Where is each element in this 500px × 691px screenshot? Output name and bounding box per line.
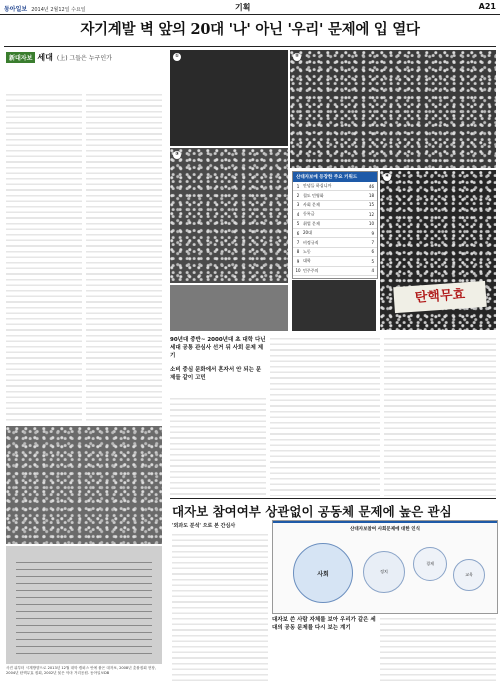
keyword-table: [292, 171, 378, 279]
keyword-rank: 3: [296, 202, 300, 208]
keyword-term: 비정규직: [303, 239, 319, 245]
keyword-term: 안녕들 하십니까: [303, 183, 332, 189]
bubble-label: 경제: [426, 561, 434, 566]
article-column-2: [86, 92, 162, 422]
photo-crowd-2: [290, 50, 496, 168]
keyword-term: 노동: [303, 248, 311, 254]
keyword-term: 철도 민영화: [303, 192, 324, 198]
chart-bubble-economy: [413, 547, 447, 581]
keyword-count: 18: [368, 193, 374, 199]
keyword-row: [293, 210, 377, 219]
divider-2: [170, 498, 496, 499]
photo-small-6: [292, 280, 376, 331]
keyword-row: [293, 182, 377, 191]
photo-rally-1: [170, 50, 288, 146]
chart-bubble-education: [453, 559, 485, 591]
keyword-row: [293, 229, 377, 238]
photo-number-icon: ①: [173, 53, 181, 61]
section2-lead: 대자보 쓴 사람 자체를 보아 우리가 같은 세대의 공동 문제를 다시 보는 계기: [272, 617, 376, 631]
date-text: 2014년 2월12일 수요일: [31, 7, 86, 13]
keyword-term: 대학: [303, 258, 311, 264]
divider: [4, 46, 496, 47]
keyword-row: [293, 248, 377, 257]
series-subtitle: (上) 그들은 누구인가: [56, 55, 112, 62]
series-title: 세대: [37, 53, 53, 62]
keyword-rank: 7: [296, 240, 300, 246]
photo-crowd-5: [170, 285, 288, 331]
keyword-rank: 10: [295, 268, 301, 274]
poster-text-lines: [16, 556, 152, 654]
keyword-term: 사회 문제: [303, 201, 320, 207]
article-column-5: [384, 336, 496, 496]
chart-bubble-politics: [363, 551, 405, 593]
keyword-term: 민주주의: [303, 267, 319, 273]
paper-name: 동아일보: [4, 6, 28, 13]
page-headline: 자기계발 벽 앞의 20대 '나' 아닌 '우리' 문제에 입 열다: [80, 21, 420, 38]
keyword-count: 4: [371, 268, 374, 274]
article-column-3: [170, 396, 266, 496]
photo-number-icon: ③: [173, 151, 181, 159]
keyword-row: [293, 201, 377, 210]
keyword-count: 10: [368, 221, 374, 227]
mid-lead-2: 소비 중심 문화에서 혼자서 안 되는 문제들 같이 고민: [170, 367, 262, 381]
article-column-4: [270, 336, 380, 496]
keyword-rank: 8: [296, 249, 300, 255]
keyword-count: 9: [371, 230, 374, 236]
protest-sign: 탄핵무효: [393, 281, 487, 313]
keyword-count: 12: [368, 211, 374, 217]
keyword-rank: 9: [296, 258, 300, 264]
photo-number-icon: ②: [293, 53, 301, 61]
keyword-row: [293, 257, 377, 266]
chart-bubble-society: [293, 543, 353, 603]
keyword-count: 46: [368, 183, 374, 189]
article-column-1: [6, 92, 82, 422]
section2-headline: 대자보 참여여부 상관없이 공동체 문제에 높은 관심: [172, 504, 452, 519]
mid-lead-1: 90년대 중반~ 2000년대 초 대학 다닌 세대 공통 관심사 선거 뒤 사회 문제 제기: [170, 337, 266, 359]
perception-chart: [272, 520, 498, 614]
keyword-rank: 6: [296, 230, 300, 236]
photo-number-icon: ④: [383, 173, 391, 181]
keyword-count: 6: [371, 249, 374, 255]
keyword-term: 20대: [303, 230, 312, 236]
bubble-label: 교육: [465, 572, 473, 577]
photo-handwritten-poster: [6, 546, 162, 664]
keyword-rank: 2: [296, 193, 300, 199]
keyword-table-title: 산대자보에 등장한 주요 키워드: [293, 172, 377, 182]
series-label: [6, 52, 166, 64]
chart-bar: [273, 521, 497, 523]
series-tag: 新대자보: [6, 52, 35, 63]
keyword-row: [293, 238, 377, 247]
keyword-term: 취업 문제: [303, 220, 320, 226]
section2-kicker: '외과도 분석' 으로 본 간심사: [172, 523, 236, 529]
date-line: [4, 4, 86, 13]
keyword-term: 등록금: [303, 211, 315, 217]
section-label: 기획: [235, 3, 251, 12]
bubble-label: 사회: [317, 570, 329, 578]
keyword-rank: 4: [296, 211, 300, 217]
photo-classroom: [6, 426, 162, 544]
keyword-row: [293, 191, 377, 200]
page-number: A21: [478, 2, 496, 11]
bubble-label: 정치: [380, 569, 388, 574]
article-column-6: [172, 532, 268, 682]
photo-caption: 사진 위부터 시계방향으로 2013년 12월 대학 캠퍼스 안에 붙은 대자보, 2008년 촛불집회 현장, 2004년 탄핵무효 집회, 2002년 붉은 악마 거리응원. 동아일보DB: [6, 666, 156, 675]
keyword-count: 7: [371, 240, 374, 246]
masthead-bar: [0, 0, 500, 15]
photo-crowd-3: [170, 148, 288, 283]
photo-crowd-4: [380, 170, 496, 330]
keyword-rank: 5: [296, 221, 300, 227]
keyword-row: [293, 267, 377, 276]
article-column-7: [380, 616, 496, 682]
keyword-count: 5: [371, 258, 374, 264]
keyword-count: 15: [368, 202, 374, 208]
keyword-row: [293, 220, 377, 229]
chart-title: 산대자보참여 사회문제에 대한 인식: [350, 527, 420, 532]
keyword-rank: 1: [296, 183, 300, 189]
